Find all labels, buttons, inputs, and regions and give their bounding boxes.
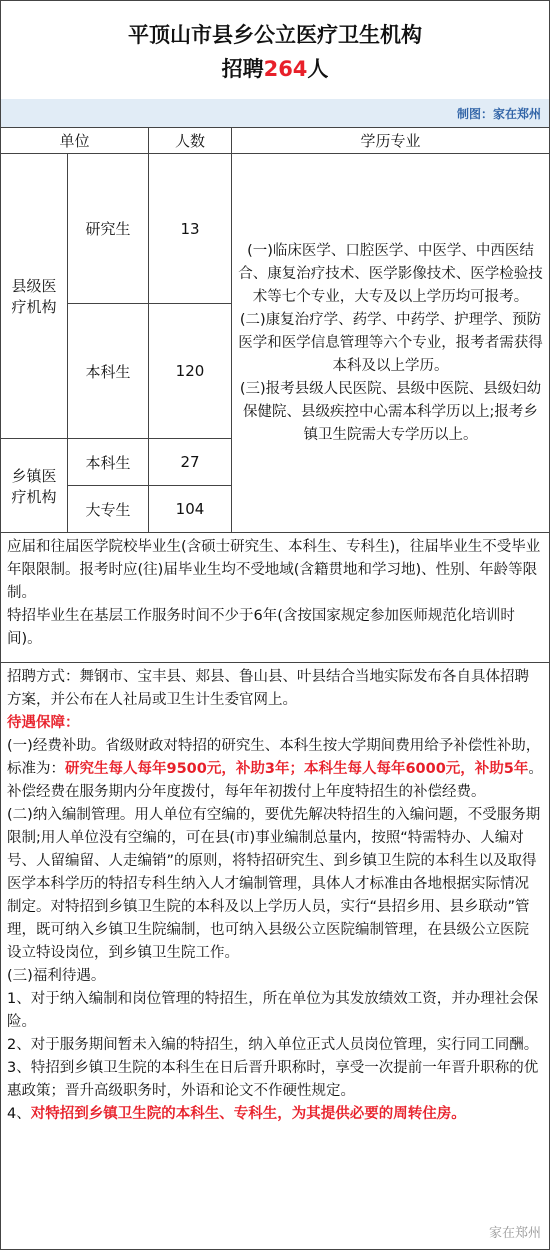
title-line-2 [1, 53, 549, 83]
item1-text-a: (一)经费补助。省级财政对特招的研究生、本科生按大学期间费用给予补偿性补助，标准为： [7, 738, 541, 777]
benefit-item-2: (二)纳入编制管理。用人单位有空编的，要优先解决特招生的入编问题，不受服务期限制;用人单位没有空编的，可在县(市)事业编制总量内，按照“特需特办、人编对号、人留编留、人走编销”的原则，将特招研究生、到乡镇卫生院的本科生以及取得医学本科学历的特招专科生纳入人才编制管理，具体人才标准由各地根据实际情况制定。对特招到乡镇卫生院的本科及以上学历人员，实行“县招乡用、县乡联动”管理，既可纳入乡镇卫生院编制，也可纳入县级公立医院编制管理，在县级公立医院设立特设岗位，到乡镇卫生院工作。 [7, 807, 541, 961]
count-cell: 27 [149, 439, 232, 486]
title-line-1: 平顶山市县乡公立医疗卫生机构 [128, 23, 422, 47]
welfare-sub-3: 3、特招到乡镇卫生院的本科生在日后晋升职称时，享受一次提前一年晋升职称的优惠政策；晋升高级职务时，外语和论文不作硬性规定。 [7, 1060, 539, 1099]
level-cell: 大专生 [68, 486, 149, 533]
col-header-count: 人数 [149, 127, 232, 154]
welfare-sub-2: 2、对于服务期间暂未入编的特招生，纳入单位正式人员岗位管理，实行同工同酬。 [7, 1037, 539, 1053]
watermark: 家在郑州 [488, 1226, 541, 1241]
credit-text: 制图：家在郑州 [456, 107, 541, 121]
level-cell: 研究生 [68, 154, 149, 304]
level-cell: 本科生 [68, 439, 149, 486]
major-requirements [232, 154, 549, 533]
subsidy-highlight: 研究生每人每年9500元，补助3年；本科生每人每年6000元，补助5年 [65, 761, 529, 777]
count-cell: 104 [149, 486, 232, 533]
major-item-1: (一)临床医学、口腔医学、中医学、中西医结合、康复治疗技术、医学影像技术、医学检验技术等七个专业，大专及以上学历均可报考。 [238, 242, 543, 305]
count-cell: 120 [149, 304, 232, 439]
benefits-heading: 待遇保障： [7, 715, 80, 731]
col-header-major: 学历专业 [232, 127, 549, 154]
count-cell: 13 [149, 154, 232, 304]
recruit-method: 招聘方式：舞钢市、宝丰县、郏县、鲁山县、叶县结合当地实际发布各自具体招聘方案，并公布在人社局或卫生计生委官网上。 [7, 669, 529, 708]
sub4-prefix: 4、 [7, 1106, 31, 1122]
title-suffix: 人 [307, 57, 329, 81]
col-header-unit: 单位 [1, 127, 149, 154]
major-item-2: (二)康复治疗学、药学、中药学、护理学、预防医学和医学信息管理等六个专业，报考者需获得本科及以上学历。 [238, 311, 543, 374]
title-prefix: 招聘 [221, 57, 264, 81]
document-title [1, 1, 549, 100]
level-cell: 本科生 [68, 304, 149, 439]
eligibility-section [1, 533, 549, 663]
unit-county: 县级医疗机构 [1, 154, 68, 439]
service-term-text: 特招毕业生在基层工作服务时间不少于6年(含按国家规定参加医师规范化培训时间)。 [7, 608, 515, 647]
major-item-3: (三)报考县级人民医院、县级中医院、县级妇幼保健院、县级疾控中心需本科学历以上;报考乡镇卫生院需大专学历以上。 [239, 380, 542, 443]
credit-bar [1, 99, 549, 128]
eligibility-text: 应届和往届医学院校毕业生(含硕士研究生、本科生、专科生)，往届毕业生不受毕业年限限制。报考时应(往)届毕业生均不受地域(含籍贯地和学习地)、性别、年龄等限制。 [7, 539, 541, 601]
benefit-item-1 [7, 735, 543, 804]
recruitment-table [1, 127, 549, 533]
unit-township: 乡镇医疗机构 [1, 439, 68, 533]
benefit-item-3: (三)福利待遇。 [7, 968, 106, 984]
welfare-sub-4 [7, 1103, 543, 1126]
welfare-sub-1: 1、对于纳入编制和岗位管理的特招生，所在单位为其发放绩效工资，并办理社会保险。 [7, 991, 539, 1030]
title-number: 264 [263, 57, 308, 81]
housing-highlight: 对特招到乡镇卫生院的本科生、专科生，为其提供必要的周转住房。 [30, 1106, 466, 1122]
item1-text-b: 。补偿经费在服务期内分年度拨付，每年年初拨付上年度特招生的补偿经费。 [7, 761, 543, 800]
details-section [1, 663, 549, 1249]
